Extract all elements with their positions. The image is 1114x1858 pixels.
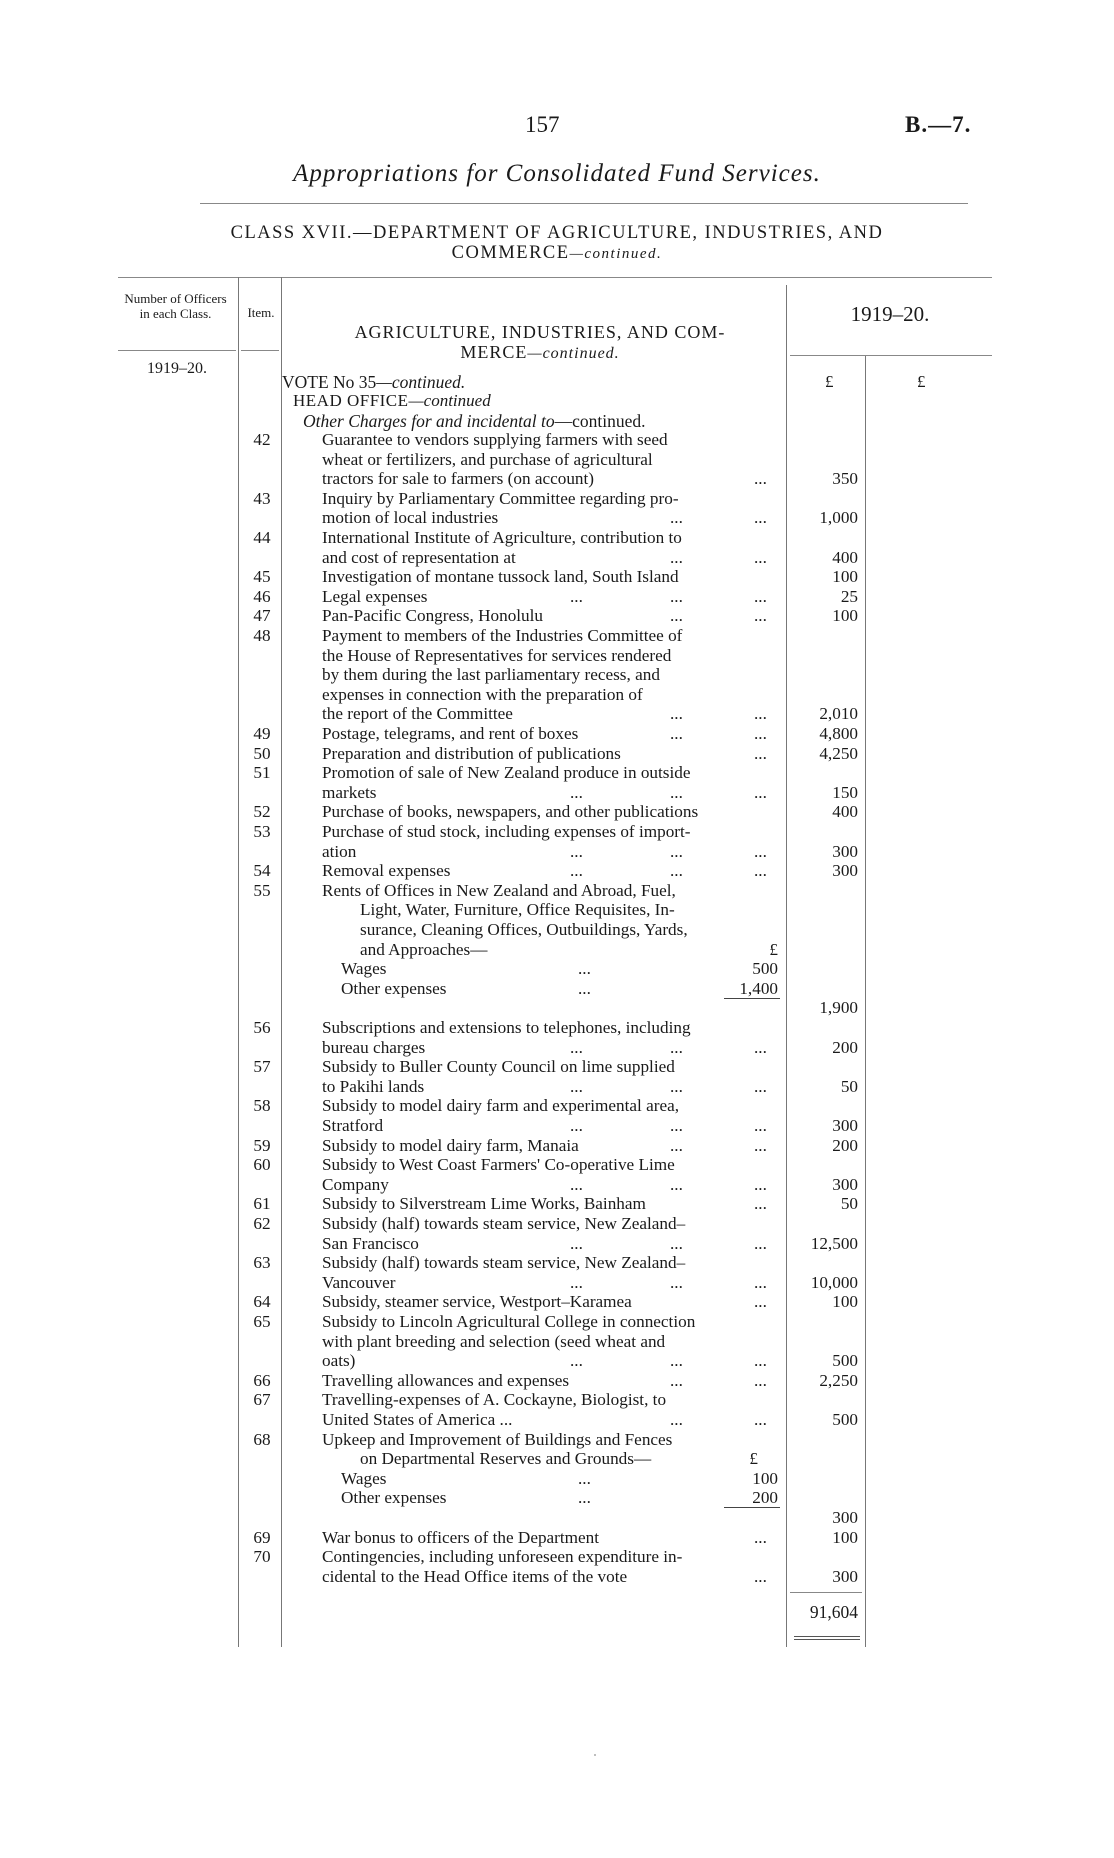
table-row (0, 1528, 1114, 1548)
dot-leader: ... (754, 547, 767, 567)
table-row (0, 1390, 1114, 1410)
item-description: Subsidy to West Coast Farmers' Co-operative Lime (322, 1155, 675, 1175)
table-row (0, 548, 1114, 568)
dot-leader: ... (754, 1174, 767, 1194)
item-amount: 200 (832, 1135, 858, 1155)
class-heading-main: COMMERCE (451, 243, 570, 263)
table-row (0, 1136, 1114, 1156)
item-amount: 400 (832, 802, 858, 822)
officers-header-rule (118, 350, 236, 351)
item-description: and Approaches— (360, 939, 488, 959)
other-charges-heading (303, 411, 646, 432)
item-description: Rents of Offices in New Zealand and Abroad, Fuel, (322, 880, 676, 900)
dot-leader: ... (670, 1116, 683, 1135)
currency-symbol-total: £ (917, 372, 926, 391)
item-description: Subsidy (half) towards steam service, New Zealand– (322, 1214, 686, 1233)
vote-label: VOTE No 35 (282, 372, 377, 392)
table-row (0, 1096, 1114, 1116)
dot-leader: ... (754, 1135, 767, 1155)
item-number: 63 (253, 1253, 271, 1273)
table-row (0, 744, 1114, 764)
item-description: Travelling-expenses of A. Cockayne, Biologist, to (322, 1390, 667, 1410)
item-number: 59 (253, 1135, 271, 1155)
item-description: bureau charges (322, 1037, 426, 1057)
item-description: Light, Water, Furniture, Office Requisites, In- (360, 900, 675, 920)
item-description: Subsidy (half) towards steam service, New Zealand– (322, 1253, 686, 1273)
grand-total: 91,604 (809, 1602, 858, 1622)
dot-leader: ... (570, 1174, 583, 1194)
item-amount: 300 (832, 841, 858, 861)
item-description: expenses in connection with the preparation of (322, 684, 643, 704)
sub-amount: £ (749, 1449, 758, 1469)
speck (594, 1754, 596, 1756)
table-row (0, 1077, 1114, 1097)
item-amount: 300 (832, 861, 858, 881)
item-number: 58 (253, 1096, 271, 1116)
item-description: Contingencies, including unforeseen expenditure in- (322, 1547, 683, 1567)
dot-leader: ... (754, 508, 767, 528)
dot-leader: ... (670, 782, 683, 802)
dot-leader: ... (670, 508, 683, 528)
table-row (0, 1253, 1114, 1273)
item-number: 53 (253, 822, 271, 841)
item-number: 55 (253, 880, 271, 900)
dot-leader: ... (754, 586, 767, 606)
table-row (0, 1038, 1114, 1058)
year-column-header: 1919–20. (850, 302, 930, 326)
dot-leader: ... (670, 1410, 683, 1429)
table-row (0, 1430, 1114, 1450)
year-header-rule (790, 355, 992, 356)
vote-continued: —continued. (376, 372, 466, 392)
page-number: 157 (525, 112, 560, 137)
section-heading-line1: AGRICULTURE, INDUSTRIES, AND COM- (354, 322, 726, 342)
item-description: ation (322, 841, 357, 861)
table-row (0, 1567, 1114, 1587)
item-amount: 2,010 (819, 704, 858, 724)
item-description: motion of local industries (322, 508, 499, 528)
item-description: Other expenses (341, 978, 447, 998)
item-description: by them during the last parliamentary recess, and (322, 665, 660, 685)
item-amount: 150 (832, 782, 858, 802)
item-number: 54 (253, 861, 271, 881)
table-row (0, 646, 1114, 666)
table-row (0, 1273, 1114, 1293)
item-description: Promotion of sale of New Zealand produce in outside (322, 763, 691, 783)
table-row (0, 763, 1114, 783)
item-number: 43 (253, 488, 271, 508)
item-amount: 4,250 (819, 743, 858, 763)
item-description: to Pakihi lands (322, 1076, 425, 1096)
officers-column-header: Number of Officers in each Class. (124, 291, 227, 321)
item-amount: 50 (840, 1076, 858, 1096)
table-row (0, 1292, 1114, 1312)
item-description: Stratford (322, 1116, 384, 1135)
officers-year: 1919–20. (147, 360, 207, 377)
dot-leader: ... (578, 978, 591, 998)
table-row (0, 802, 1114, 822)
table-row (0, 861, 1114, 881)
item-description: War bonus to officers of the Department (322, 1527, 600, 1547)
item-description: Company (322, 1174, 389, 1194)
item-description: the report of the Committee (322, 704, 513, 724)
dot-leader: ... (570, 1116, 583, 1135)
dot-leader: ... (754, 1233, 767, 1253)
table-row (0, 528, 1114, 548)
item-description: with plant breeding and selection (seed wheat and (322, 1331, 666, 1351)
dot-leader: ... (670, 1135, 683, 1155)
table-row (0, 469, 1114, 489)
item-description: tractors for sale to farmers (on account) (322, 469, 595, 489)
dot-leader: ... (570, 1272, 583, 1292)
item-amount: 200 (832, 1037, 858, 1057)
item-description: on Departmental Reserves and Grounds— (360, 1449, 652, 1469)
vote-heading (282, 372, 465, 393)
item-amount: 300 (832, 1508, 858, 1527)
table-row (0, 940, 1114, 960)
item-column-header: Item. (247, 305, 275, 320)
item-description: Subsidy to model dairy farm and experimental area, (322, 1096, 680, 1116)
dot-leader: ... (578, 1468, 591, 1488)
dot-leader: ... (670, 1174, 683, 1194)
dot-leader: ... (754, 743, 767, 763)
item-amount: 100 (832, 606, 858, 626)
dot-leader: ... (754, 861, 767, 881)
item-number: 42 (253, 430, 271, 449)
dot-leader: ... (754, 1410, 767, 1429)
table-row (0, 489, 1114, 509)
item-amount: 10,000 (810, 1272, 858, 1292)
item-amount: 100 (832, 567, 858, 587)
table-row (0, 842, 1114, 862)
dot-leader: ... (754, 704, 767, 724)
table-row (0, 430, 1114, 450)
head-office-heading (293, 391, 491, 411)
document-reference: B.—7. (905, 112, 972, 137)
item-amount: 50 (840, 1194, 858, 1214)
item-description: Removal expenses (322, 861, 451, 881)
table-row (0, 685, 1114, 705)
dot-leader: ... (754, 841, 767, 861)
total-top-rule (790, 1592, 862, 1593)
dot-leader: ... (570, 841, 583, 861)
dot-leader: ... (754, 1566, 767, 1586)
table-row (0, 1018, 1114, 1038)
table-row (0, 1057, 1114, 1077)
item-description: Other expenses (341, 1488, 447, 1508)
table-row (0, 1312, 1114, 1332)
dot-leader: ... (670, 547, 683, 567)
item-number: 52 (253, 802, 271, 822)
item-amount: 350 (832, 469, 858, 489)
total-double-rule (794, 1636, 860, 1640)
head-office-label: HEAD OFFICE (293, 391, 409, 410)
item-description: Inquiry by Parliamentary Committee regarding pro- (322, 488, 679, 508)
table-row (0, 1469, 1114, 1489)
item-description: Preparation and distribution of publications (322, 743, 621, 763)
item-header-rule (241, 350, 279, 351)
table-row (0, 1175, 1114, 1195)
item-description: Travelling allowances and expenses (322, 1370, 570, 1390)
dot-leader: ... (754, 1076, 767, 1096)
item-description: Subsidy to Buller County Council on lime supplied (322, 1057, 675, 1077)
table-row (0, 626, 1114, 646)
item-description: Wages (341, 1468, 387, 1488)
table-row (0, 822, 1114, 842)
other-charges-continued: —continued. (554, 411, 646, 431)
item-number: 44 (253, 528, 271, 547)
dot-leader: ... (570, 1076, 583, 1096)
table-row (0, 959, 1114, 979)
dot-leader: ... (670, 841, 683, 861)
class-heading-line2 (150, 243, 964, 264)
item-description: oats) (322, 1351, 356, 1371)
item-description: Purchase of books, newspapers, and other publications (322, 802, 699, 822)
item-number: 70 (253, 1547, 271, 1567)
item-number: 60 (253, 1155, 271, 1175)
dot-leader: ... (570, 1037, 583, 1057)
dot-leader: ... (754, 1292, 767, 1312)
sub-amount: 100 (752, 1468, 778, 1488)
item-amount: 300 (832, 1174, 858, 1194)
table-row (0, 881, 1114, 901)
item-description: the House of Representatives for services rendered (322, 645, 672, 665)
dot-leader: ... (670, 861, 683, 881)
item-number: 51 (253, 763, 271, 783)
item-amount: 300 (832, 1566, 858, 1586)
item-amount: 100 (832, 1292, 858, 1312)
dot-leader: ... (754, 1116, 767, 1135)
sub-amount: 500 (752, 959, 778, 979)
dot-leader: ... (578, 959, 591, 979)
item-number: 64 (253, 1292, 271, 1312)
item-description: Upkeep and Improvement of Buildings and Fences (322, 1429, 673, 1449)
item-number: 46 (253, 586, 271, 606)
item-number: 67 (253, 1390, 271, 1410)
dot-leader: ... (754, 1037, 767, 1057)
item-description: Investigation of montane tussock land, South Island (322, 567, 679, 587)
dot-leader: ... (670, 724, 683, 743)
dot-leader: ... (670, 606, 683, 626)
item-amount: 500 (832, 1351, 858, 1371)
section-heading-main: MERCE (460, 342, 528, 362)
item-description: Subsidy to Lincoln Agricultural College in connection (322, 1312, 696, 1331)
table-row (0, 606, 1114, 626)
table-row (0, 1371, 1114, 1391)
dot-leader: ... (670, 1351, 683, 1371)
item-description: wheat or fertilizers, and purchase of agricultural (322, 449, 653, 469)
item-amount: 1,900 (819, 998, 858, 1018)
dot-leader: ... (570, 586, 583, 606)
dot-leader: ... (670, 1233, 683, 1253)
table-row (0, 1488, 1114, 1508)
item-number: 61 (253, 1194, 271, 1214)
table-row (0, 900, 1114, 920)
table-row (0, 1351, 1114, 1371)
dot-leader: ... (754, 782, 767, 802)
dot-leader: ... (670, 1272, 683, 1292)
table-row (0, 1410, 1114, 1430)
dot-leader: ... (578, 1488, 591, 1508)
item-description: Pan-Pacific Congress, Honolulu (322, 606, 544, 626)
item-amount: 25 (840, 586, 858, 606)
item-number: 45 (253, 567, 271, 587)
table-row (0, 783, 1114, 803)
class-heading-continued: —continued. (569, 246, 663, 262)
item-description: Purchase of stud stock, including expenses of import- (322, 822, 691, 841)
table-row (0, 1214, 1114, 1234)
item-number: 56 (253, 1018, 271, 1037)
item-number: 49 (253, 724, 271, 743)
item-number: 62 (253, 1214, 271, 1233)
dot-leader: ... (754, 606, 767, 626)
item-description: United States of America ... (322, 1410, 513, 1429)
sub-amount: 1,400 (739, 978, 778, 998)
table-row (0, 1547, 1114, 1567)
class-heading-line1: CLASS XVII.—DEPARTMENT OF AGRICULTURE, INDUSTRIES, AND (230, 223, 884, 243)
item-number: 57 (253, 1057, 271, 1077)
dot-leader: ... (754, 1527, 767, 1547)
item-description: Postage, telegrams, and rent of boxes (322, 724, 579, 743)
dot-leader: ... (570, 861, 583, 881)
currency-symbol-items: £ (825, 372, 834, 391)
item-description: Legal expenses (322, 586, 428, 606)
table-row (0, 1194, 1114, 1214)
table-row (0, 508, 1114, 528)
title-rule (200, 203, 968, 204)
item-description: Subsidy to Silverstream Lime Works, Bainham (322, 1194, 646, 1214)
item-amount: 12,500 (810, 1233, 858, 1253)
dot-leader: ... (670, 1037, 683, 1057)
item-amount: 100 (832, 1527, 858, 1547)
dot-leader: ... (754, 469, 767, 489)
item-description: markets (322, 782, 377, 802)
item-amount: 300 (832, 1116, 858, 1135)
item-number: 50 (253, 743, 271, 763)
item-number: 48 (253, 626, 271, 645)
item-amount: 500 (832, 1410, 858, 1429)
dot-leader: ... (670, 586, 683, 606)
item-description: Guarantee to vendors supplying farmers with seed (322, 430, 668, 449)
table-row (0, 1508, 1114, 1528)
dot-leader: ... (570, 782, 583, 802)
table-row (0, 1332, 1114, 1352)
item-number: 69 (253, 1527, 271, 1547)
dot-leader: ... (570, 1351, 583, 1371)
dot-leader: ... (670, 1370, 683, 1390)
item-description: and cost of representation at (322, 547, 516, 567)
item-amount: 2,250 (819, 1370, 858, 1390)
sub-amount: £ (769, 939, 778, 959)
dot-leader: ... (670, 1076, 683, 1096)
page-title: Appropriations for Consolidated Fund Services. (293, 160, 821, 187)
item-description: Payment to members of the Industries Committee of (322, 626, 683, 645)
item-number: 66 (253, 1370, 271, 1390)
table-row (0, 665, 1114, 685)
item-number: 65 (253, 1312, 271, 1331)
head-office-continued: —continued (408, 391, 491, 410)
item-amount: 400 (832, 547, 858, 567)
table-row (0, 1155, 1114, 1175)
dot-leader: ... (754, 1272, 767, 1292)
table-row (0, 1449, 1114, 1469)
table-row (0, 450, 1114, 470)
table-row (0, 979, 1114, 999)
table-row (0, 567, 1114, 587)
item-description: Subscriptions and extensions to telephones, including (322, 1018, 691, 1037)
table-row (0, 587, 1114, 607)
dot-leader: ... (570, 1233, 583, 1253)
table-row (0, 724, 1114, 744)
other-charges-label: Other Charges for and incidental to (303, 411, 555, 431)
table-row (0, 704, 1114, 724)
item-description: Subsidy, steamer service, Westport–Karamea (322, 1292, 632, 1312)
item-description: surance, Cleaning Offices, Outbuildings, Yards, (360, 920, 688, 939)
item-amount: 1,000 (819, 508, 858, 528)
table-row (0, 920, 1114, 940)
sub-amount: 200 (752, 1488, 778, 1508)
item-number: 47 (253, 606, 271, 626)
item-amount: 4,800 (819, 724, 858, 743)
dot-leader: ... (754, 724, 767, 743)
table-top-rule (118, 277, 992, 278)
dot-leader: ... (754, 1194, 767, 1214)
item-number: 68 (253, 1429, 271, 1449)
dot-leader: ... (754, 1370, 767, 1390)
dot-leader: ... (670, 704, 683, 724)
item-description: San Francisco (322, 1233, 419, 1253)
item-description: Subsidy to model dairy farm, Manaia (322, 1135, 579, 1155)
table-row (0, 998, 1114, 1018)
section-heading-continued: —continued. (527, 345, 620, 362)
section-heading-line2 (280, 342, 800, 364)
item-description: Wages (341, 959, 387, 979)
item-description: International Institute of Agriculture, contribution to (322, 528, 682, 547)
dot-leader: ... (754, 1351, 767, 1371)
item-description: Vancouver (322, 1272, 396, 1292)
table-row (0, 1234, 1114, 1254)
table-row (0, 1116, 1114, 1136)
item-description: cidental to the Head Office items of the vote (322, 1566, 628, 1586)
